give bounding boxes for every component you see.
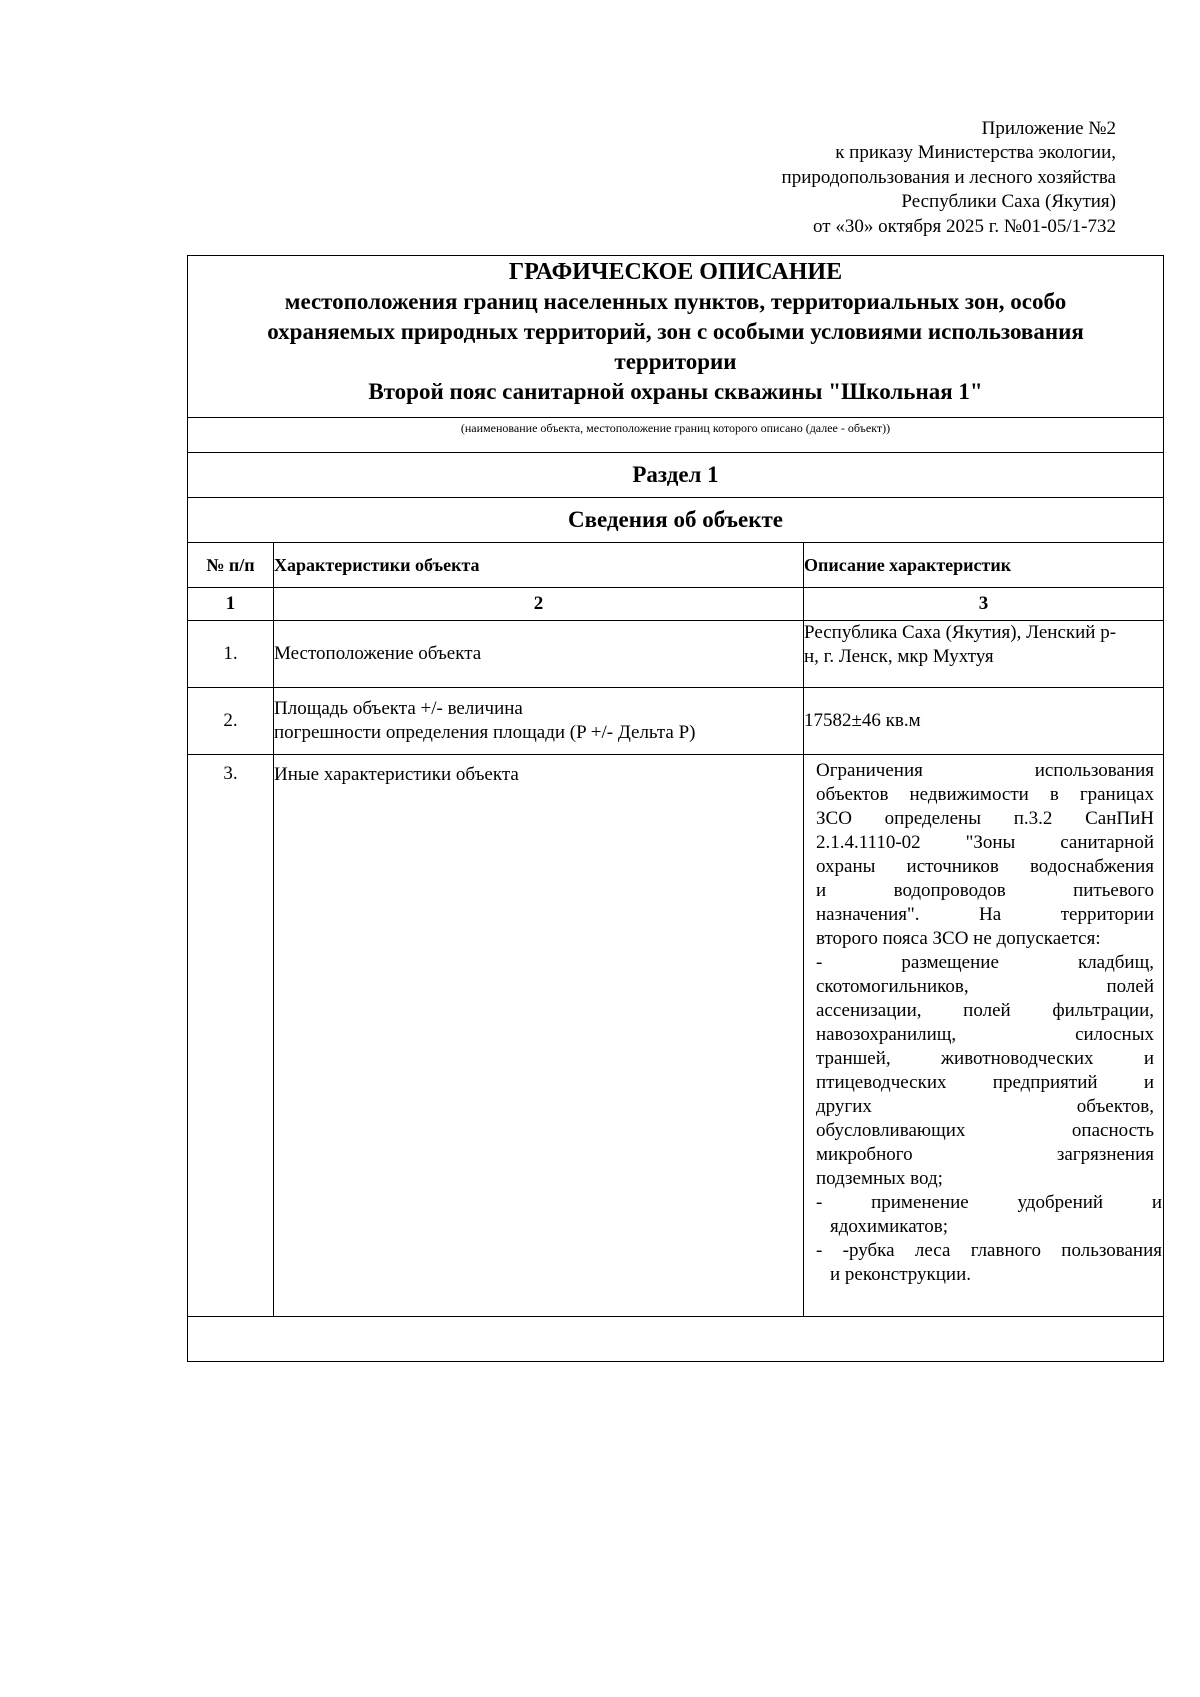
table-row (188, 621, 1164, 688)
appendix-line: к приказу Министерства экологии, (835, 142, 1116, 164)
appendix-header (782, 117, 1116, 239)
column-number-1: 1 (188, 588, 274, 621)
row-characteristic (274, 688, 804, 755)
description-line: навозохранилищ, силосных (816, 1024, 1154, 1045)
header-description: Описание характеристик (804, 543, 1164, 588)
description-line: назначения". На территории (816, 904, 1154, 925)
bullet-line: - -рубка леса главного пользования (816, 1240, 1162, 1261)
row-number: 1. (188, 621, 274, 688)
row-characteristic: Иные характеристики объекта (274, 755, 804, 1317)
description-line: второго пояса ЗСО не допускается: (816, 928, 1101, 949)
description-line: траншей, животноводческих и (816, 1048, 1154, 1069)
description-line: ЗСО определены п.3.2 СанПиН (816, 808, 1154, 829)
description-line: подземных вод; (816, 1168, 943, 1189)
bullet-line: - применение удобрений и (816, 1192, 1162, 1213)
characteristic-line: погрешности определения площади (P +/- Дельта P) (274, 722, 696, 743)
section-label: Раздел 1 (188, 453, 1164, 498)
appendix-line: природопользования и лесного хозяйства (781, 166, 1116, 188)
row-description (804, 755, 1164, 1317)
title-line: охраняемых природных территорий, зон с особыми условиями использования (267, 319, 1084, 344)
bullet-line: и реконструкции. (830, 1264, 971, 1285)
description-line: н, г. Ленск, мкр Мухтуя (804, 646, 994, 667)
bullet-line: ядохимикатов; (830, 1216, 948, 1237)
description-line: объектов недвижимости в границах (816, 784, 1154, 805)
table-row (188, 755, 1164, 1317)
title-caption: (наименование объекта, местоположение границ которого описано (далее - объект)) (188, 418, 1164, 453)
row-characteristic: Местоположение объекта (274, 621, 804, 688)
appendix-line: Приложение №2 (981, 118, 1116, 139)
description-line: Ограничения использования (816, 760, 1154, 781)
empty-footer-row (188, 1317, 1164, 1362)
description-line: 2.1.4.1110-02 "Зоны санитарной (816, 832, 1154, 853)
appendix-line: от «30» октября 2025 г. №01-05/1-732 (813, 215, 1116, 237)
row-number: 2. (188, 688, 274, 755)
description-line: охраны источников водоснабжения (816, 856, 1154, 877)
table-row (188, 688, 1164, 755)
characteristic-line: Площадь объекта +/- величина (274, 698, 523, 719)
description-text (816, 759, 1154, 1191)
title-line: местоположения границ населенных пунктов, территориальных зон, особо (284, 289, 1067, 314)
row-description: 17582±46 кв.м (804, 688, 1164, 755)
description-line: скотомогильников, полей (816, 976, 1154, 997)
header-characteristics: Характеристики объекта (274, 543, 804, 588)
description-line: - размещение кладбищ, (816, 952, 1154, 973)
document-title (188, 256, 1164, 418)
description-line: и водопроводов питьевого (816, 880, 1154, 901)
description-line: микробного загрязнения (816, 1144, 1154, 1165)
description-line: других объектов, (816, 1096, 1154, 1117)
description-bullets (816, 1191, 1162, 1287)
row-number: 3. (188, 755, 274, 1317)
title-line: территории (614, 349, 737, 374)
column-number-3: 3 (804, 588, 1164, 621)
appendix-line: Республики Саха (Якутия) (901, 191, 1116, 213)
description-line: Республика Саха (Якутия), Ленский р- (804, 622, 1117, 643)
title-main: ГРАФИЧЕСКОЕ ОПИСАНИЕ (508, 259, 843, 285)
description-line: птицеводческих предприятий и (816, 1072, 1154, 1093)
object-name: Второй пояс санитарной охраны скважины "Школьная 1" (368, 379, 983, 404)
column-number-2: 2 (274, 588, 804, 621)
description-line: ассенизации, полей фильтрации, (816, 1000, 1154, 1021)
section-subtitle: Сведения об объекте (188, 498, 1164, 543)
object-info-table (187, 255, 1164, 1362)
row-description (804, 621, 1164, 688)
description-line: обусловливающих опасность (816, 1120, 1154, 1141)
header-number: № п/п (188, 543, 274, 588)
